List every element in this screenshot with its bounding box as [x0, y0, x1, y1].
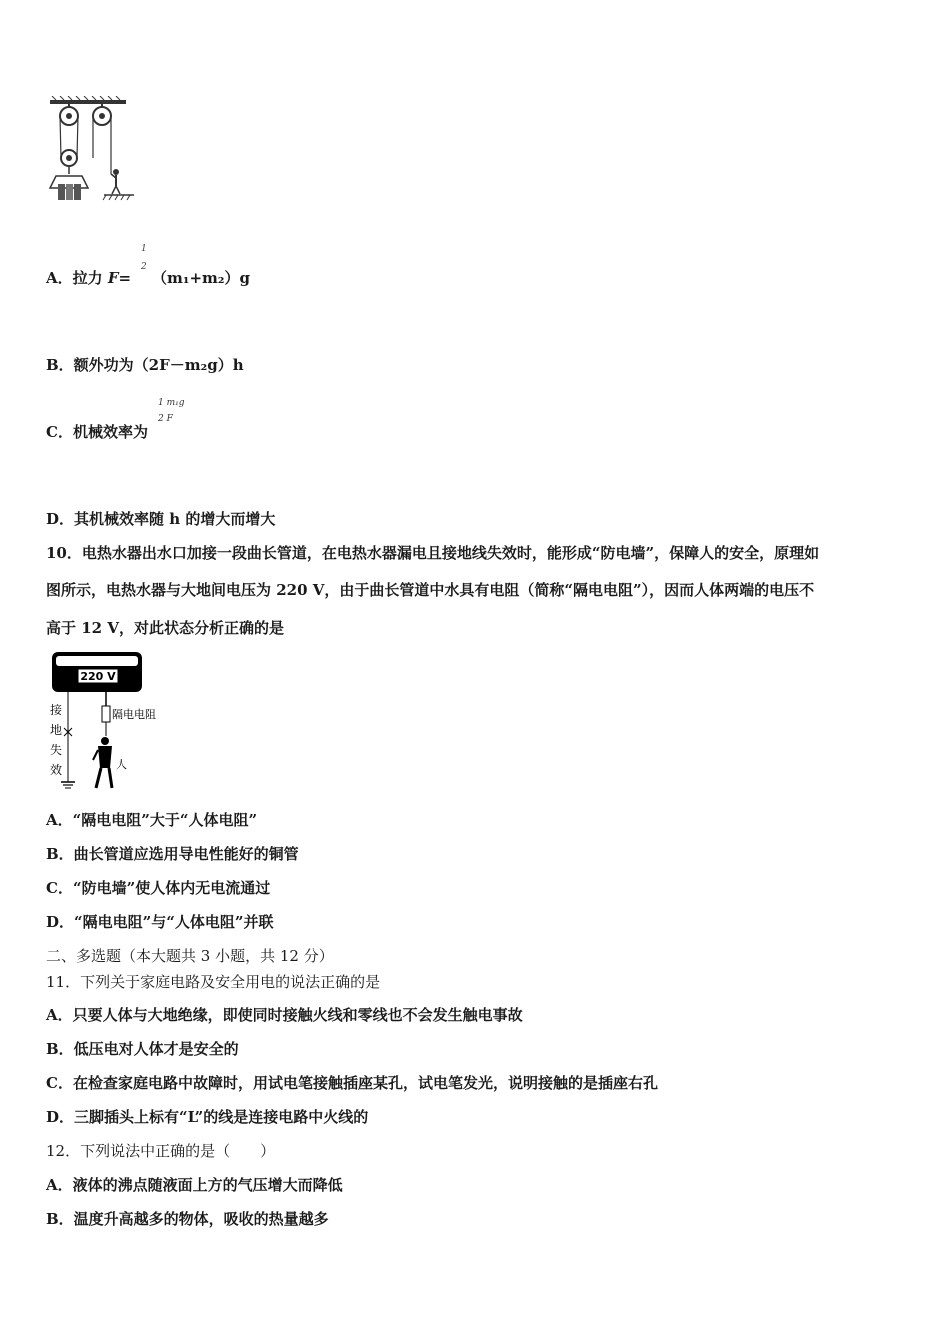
q9-option-c-fraction-bottom: 2 F — [158, 414, 173, 424]
q11-option-b: B．低压电对人体才是安全的 — [46, 1040, 239, 1058]
water-heater-figure — [46, 650, 176, 795]
q10-option-a: A．“隔电电阻”大于“人体电阻” — [46, 811, 258, 829]
q9-option-a-fraction-den: 2 — [141, 262, 147, 272]
q12-option-b: B．温度升高越多的物体，吸收的热量越多 — [46, 1210, 329, 1228]
q9-option-d: D．其机械效率随 h 的增大而增大 — [46, 510, 276, 528]
section-2-title: 二、多选题（本大题共 3 小题，共 12 分） — [46, 947, 334, 965]
q11-option-d: D．三脚插头上标有“L”的线是连接电路中火线的 — [46, 1108, 369, 1126]
q10-option-c: C．“防电墙”使人体内无电流通过 — [46, 879, 271, 897]
q9-option-a: A．拉力 F= — [46, 269, 132, 287]
q9-option-b: B．额外功为（2F－m₂g）h — [46, 356, 244, 374]
resistor-label: 隔电电阻 — [112, 708, 156, 721]
q10-option-b: B．曲长管道应选用导电性能好的铜管 — [46, 845, 299, 863]
ground-label-4: 效 — [50, 763, 63, 777]
ground-label-3: 失 — [50, 743, 63, 757]
pulley-figure — [44, 96, 140, 206]
q10-option-d: D．“隔电电阻”与“人体电阻”并联 — [46, 913, 274, 931]
q12-option-a: A．液体的沸点随液面上方的气压增大而降低 — [46, 1176, 343, 1194]
q12-stem: 12．下列说法中正确的是（ ） — [46, 1142, 276, 1160]
q11-stem: 11．下列关于家庭电路及安全用电的说法正确的是 — [46, 973, 381, 991]
q11-option-a: A．只要人体与大地绝缘，即使同时接触火线和零线也不会发生触电事故 — [46, 1006, 523, 1024]
ground-label-1: 接 — [50, 703, 63, 717]
q10-stem-line2: 图所示，电热水器与大地间电压为 220 V，由于曲长管道中水具有电阻（简称“隔电电阻”），因而人体两端的电压不 — [46, 581, 815, 599]
q11-option-c: C．在检查家庭电路中故障时，用试电笔接触插座某孔，试电笔发光，说明接触的是插座右孔 — [46, 1074, 658, 1092]
q9-option-c-fraction-top: 1 m₁g — [158, 398, 185, 408]
q10-stem-line1: 10．电热水器出水口加接一段曲长管道，在电热水器漏电且接地线失效时，能形成“防电墙”，保障人的安全，原理如 — [46, 544, 820, 562]
q10-stem-line3: 高于 12 V，对此状态分析正确的是 — [46, 619, 284, 637]
voltage-label: 220 V — [80, 670, 116, 683]
q9-option-a-fraction-num: 1 — [141, 244, 147, 254]
q9-option-a-rest: （m₁+m₂）g — [152, 269, 250, 287]
person-label: 人 — [116, 758, 127, 771]
ground-label-2: 地 — [50, 723, 63, 737]
q9-option-c: C．机械效率为 — [46, 423, 148, 441]
